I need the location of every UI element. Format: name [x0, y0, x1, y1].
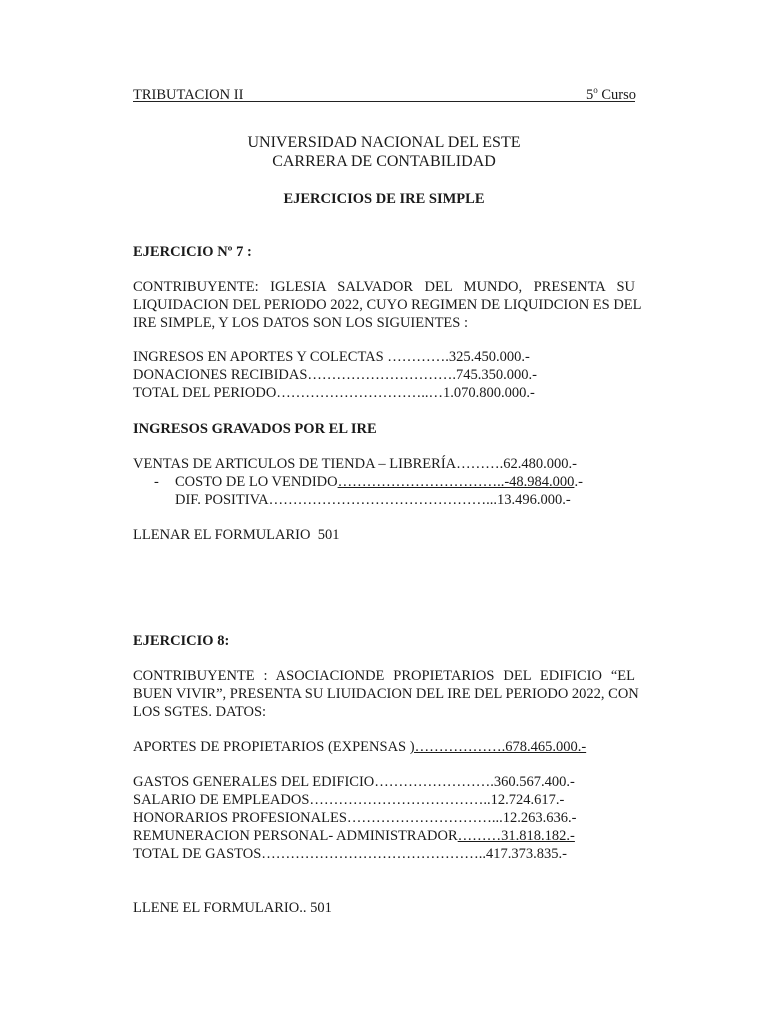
- total-gastos-line: TOTAL DE GASTOS………………………………………..417.373.835.-: [133, 846, 567, 862]
- remuneracion-line: [133, 827, 575, 845]
- exercise-8-heading: EJERCICIO 8:: [133, 633, 230, 649]
- exercise-8-instruction: LLENE EL FORMULARIO.. 501: [133, 900, 332, 916]
- ventas-line: VENTAS DE ARTICULOS DE TIENDA – LIBRERÍA……….62.480.000.-: [133, 456, 577, 472]
- aportes-propietarios-line: [133, 738, 586, 756]
- remuneracion-value: ………31.818.182.-: [457, 828, 575, 844]
- ingresos-gravados-heading: INGRESOS GRAVADOS POR EL IRE: [133, 421, 377, 437]
- aportes-label: APORTES DE PROPIETARIOS (EXPENSAS: [133, 739, 410, 755]
- honorarios-line: HONORARIOS PROFESIONALES…………………………...12.263.636.-: [133, 810, 577, 826]
- exercise-7-intro-line-3: IRE SIMPLE, Y LOS DATOS SON LOS SIGUIENTES :: [133, 315, 469, 331]
- document-subtitle: EJERCICIOS DE IRE SIMPLE: [283, 191, 485, 207]
- costo-vendido-line: [175, 473, 583, 491]
- exercise-8-intro-line-3: LOS SGTES. DATOS:: [133, 704, 267, 720]
- costo-value: ……………………………..-48.984.000: [337, 474, 575, 490]
- exercise-7-intro-line-1: CONTRIBUYENTE: IGLESIA SALVADOR DEL MUNDO, PRESENTA SU: [133, 279, 635, 295]
- costo-bullet: -: [154, 474, 159, 490]
- dif-positiva-line: DIF. POSITIVA………………………………………...13.496.000.-: [175, 492, 571, 508]
- exercise-8-intro-line-1: CONTRIBUYENTE : ASOCIACIONDE PROPIETARIOS DEL EDIFICIO “EL: [133, 668, 635, 684]
- course-name: TRIBUTACION II: [133, 87, 244, 103]
- career-title: CARRERA DE CONTABILIDAD: [272, 153, 496, 170]
- exercise-7-heading: EJERCICIO Nº 7 :: [133, 244, 252, 260]
- exercise-7-intro-line-2: LIQUIDACION DEL PERIODO 2022, CUYO REGIMEN DE LIQUIDCION ES DEL: [133, 297, 642, 313]
- salario-empleados-line: SALARIO DE EMPLEADOS………………………………..12.724.617.-: [133, 792, 565, 808]
- gastos-generales-line: GASTOS GENERALES DEL EDIFICIO…………………….360.567.400.-: [133, 774, 575, 790]
- total-periodo-line: TOTAL DEL PERIODO…………………………..…1.070.800.000.-: [133, 385, 535, 401]
- exercise-7-instruction: LLENAR EL FORMULARIO 501: [133, 527, 340, 543]
- exercise-8-intro-line-2: BUEN VIVIR”, PRESENTA SU LIUIDACION DEL IRE DEL PERIODO 2022, CON: [133, 686, 639, 702]
- header-rule: [133, 101, 635, 102]
- year-ordinal: o: [593, 85, 598, 96]
- costo-suffix: .-: [574, 474, 583, 490]
- year-number: 5: [586, 87, 594, 103]
- donaciones-line: DONACIONES RECIBIDAS………………………….745.350.000.-: [133, 367, 537, 383]
- costo-label: COSTO DE LO VENDIDO: [175, 474, 338, 490]
- university-title: UNIVERSIDAD NACIONAL DEL ESTE: [247, 134, 521, 151]
- ingresos-aportes-line: INGRESOS EN APORTES Y COLECTAS ………….325.450.000.-: [133, 349, 530, 365]
- aportes-value: )……………….678.465.000.-: [409, 739, 587, 755]
- remuneracion-label: REMUNERACION PERSONAL- ADMINISTRADOR: [133, 828, 458, 844]
- year-suffix: Curso: [597, 87, 637, 103]
